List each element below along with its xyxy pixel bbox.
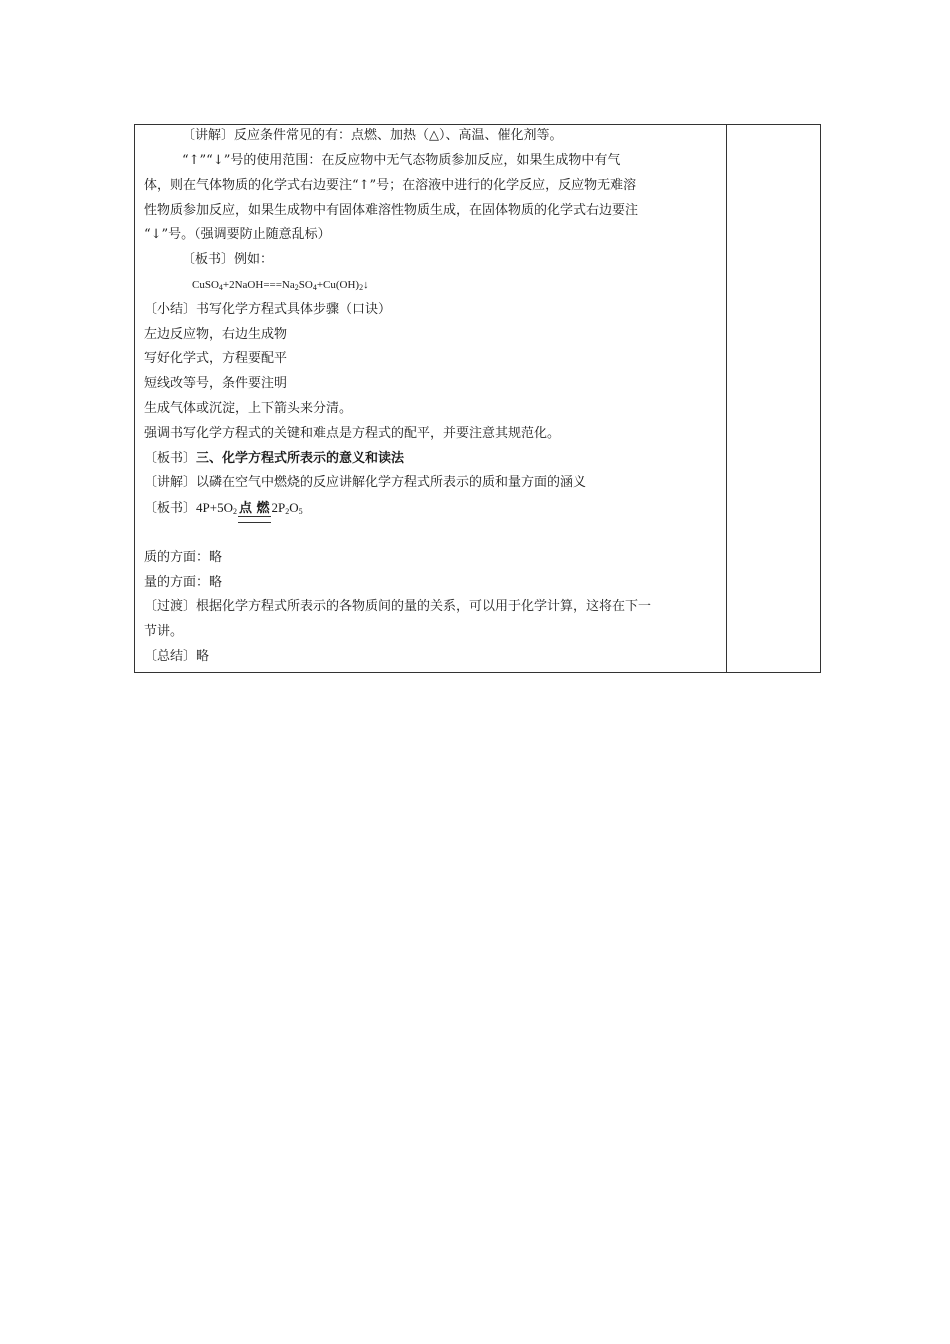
- text-line: 〔过渡〕根据化学方程式所表示的各物质间的量的关系，可以用于化学计算，这将在下一: [144, 599, 652, 614]
- text-line: 短线改等号，条件要注明: [144, 376, 288, 391]
- equation-phosphorus-combustion: 〔板书〕$4P+5O_2$ 点 燃 $2P_2O_5$: [144, 500, 303, 516]
- section-heading-line: [144, 451, 404, 467]
- text-line: 左边反应物，右边生成物: [144, 327, 288, 342]
- text-line: 〔板书〕例如：: [182, 252, 274, 267]
- text-line: 〔讲解〕反应条件常见的有：点燃、加热（△）、高温、催化剂等。: [182, 128, 563, 143]
- reaction-condition: 点 燃: [238, 501, 270, 516]
- board-label: 〔板书〕: [144, 451, 197, 466]
- text-line: “↑”“↓”号的使用范围：在反应物中无气态物质参加反应，如果生成物中有气: [182, 153, 621, 168]
- text-line: 性物质参加反应，如果生成物中有固体难溶性物质生成，在固体物质的化学式右边要注: [144, 203, 639, 218]
- text-line: 生成气体或沉淀，上下箭头来分清。: [144, 401, 353, 416]
- text-line: 〔总结〕略: [144, 649, 210, 664]
- text-line: 体，则在气体物质的化学式右边要注“↑”号；在溶液中进行的化学反应，反应物无难溶: [144, 178, 637, 193]
- text-line: 节讲。: [144, 624, 184, 639]
- equation-copper-hydroxide: $CuSO_4+2NaOH===Na_2SO_4+Cu(OH)_2↓$: [192, 279, 369, 292]
- column-divider: [726, 125, 727, 672]
- lesson-table: [134, 124, 821, 673]
- section-heading: 三、化学方程式所表示的意义和读法: [196, 451, 405, 466]
- text-line: 强调书写化学方程式的关键和难点是方程式的配平，并要注意其规范化。: [144, 426, 561, 441]
- text-line: 写好化学式，方程要配平: [144, 351, 288, 366]
- text-line: 质的方面：略: [144, 550, 223, 565]
- text-line: 〔小结〕书写化学方程式具体步骤（口诀）: [144, 302, 392, 317]
- text-line: 量的方面：略: [144, 575, 223, 590]
- text-line: 〔讲解〕以磷在空气中燃烧的反应讲解化学方程式所表示的质和量方面的涵义: [144, 475, 587, 490]
- text-line: “↓”号。（强调要防止随意乱标）: [144, 227, 331, 242]
